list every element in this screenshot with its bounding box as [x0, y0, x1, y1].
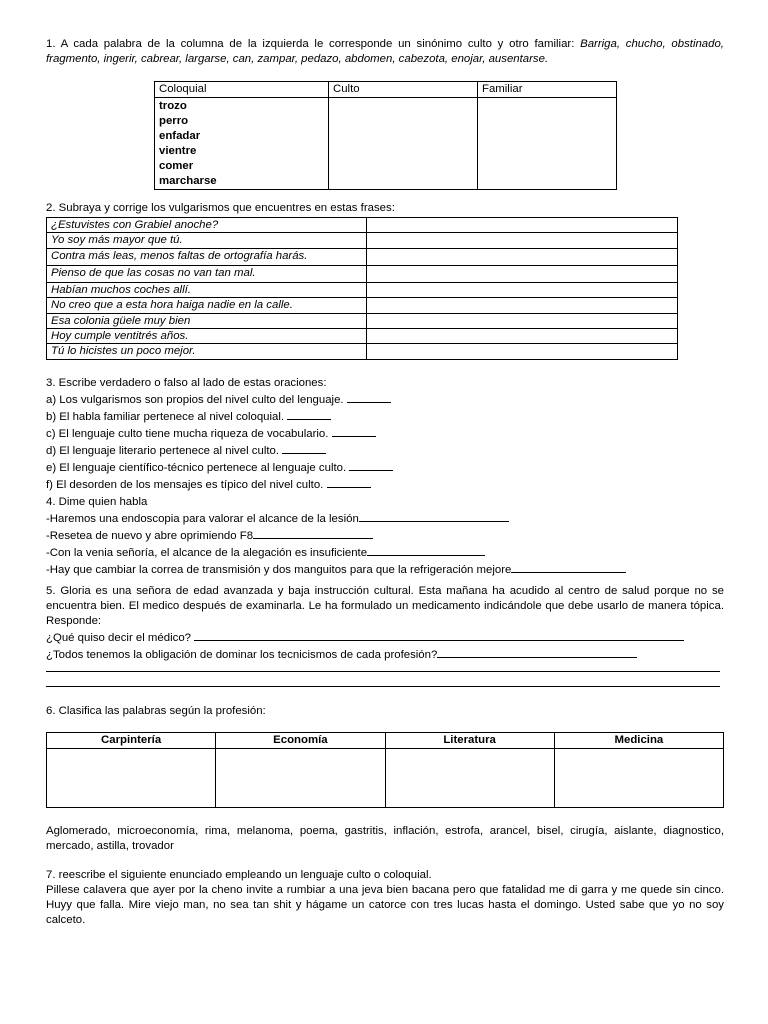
section-2-title — [46, 201, 724, 216]
answer-blank[interactable] — [327, 476, 371, 488]
section-1-instructions — [46, 37, 724, 67]
speaker-item: -Haremos una endoscopia para valorar el alcance de la lesión — [46, 510, 724, 527]
section-6-word-list — [46, 824, 724, 854]
vulgarism-sentence: Tú lo hicistes un poco mejor. — [47, 344, 367, 359]
vulgarism-sentence: Hoy cumple ventitrés años. — [47, 328, 367, 343]
word-trozo: trozo — [159, 100, 187, 112]
question-2: ¿Todos tenemos la obligación de dominar los tecnicismos de cada profesión? — [46, 646, 724, 663]
carpinteria-cell[interactable] — [47, 749, 216, 808]
medicina-cell[interactable] — [554, 749, 723, 808]
section-6-heading: 6. Clasifica las palabras según la profesión: — [46, 705, 266, 717]
answer-blank[interactable] — [349, 459, 393, 471]
answer-line[interactable] — [46, 671, 720, 672]
coloquial-word-list — [155, 98, 329, 190]
familiar-answer-cell[interactable] — [478, 98, 617, 190]
culto-answer-cell[interactable] — [329, 98, 478, 190]
correction-cell[interactable] — [367, 218, 678, 233]
speaker-item: -Resetea de nuevo y abre oprimiendo F8 — [46, 527, 724, 544]
header-familiar: Familiar — [478, 82, 617, 98]
header-carpinteria: Carpintería — [47, 733, 216, 749]
vulgarism-table — [46, 217, 678, 360]
vulgarism-sentence: Pienso de que las cosas no van tan mal. — [47, 265, 367, 282]
section-7 — [46, 868, 724, 928]
economia-cell[interactable] — [216, 749, 385, 808]
word-enfadar: enfadar — [159, 130, 201, 142]
answer-blank[interactable] — [287, 408, 331, 420]
vulgarism-sentence: Habían muchos coches allí. — [47, 282, 367, 297]
section-3 — [46, 376, 724, 493]
answer-blank[interactable] — [437, 646, 637, 658]
correction-cell[interactable] — [367, 265, 678, 282]
answer-blank[interactable] — [194, 629, 684, 641]
header-medicina: Medicina — [554, 733, 723, 749]
word-marcharse: marcharse — [159, 175, 217, 187]
correction-cell[interactable] — [367, 328, 678, 343]
section-1-word-list: Barriga, chucho, obstinado, fragmento, ingerir, cabrear, largarse, can, zampar, pedazo, abdomen, cabezota, enojar, ausentarse. — [46, 38, 724, 65]
answer-blank[interactable] — [282, 442, 326, 454]
true-false-item: a) Los vulgarismos son propios del nivel culto del lenguaje. — [46, 391, 724, 408]
correction-cell[interactable] — [367, 233, 678, 248]
vulgarism-sentence: Esa colonia güele muy bien — [47, 313, 367, 328]
speaker-item: -Con la venia señoría, el alcance de la alegación es insuficiente — [46, 544, 724, 561]
vulgarism-sentence: Yo soy más mayor que tú. — [47, 233, 367, 248]
section-5-text: 5. Gloria es una señora de edad avanzada y baja instrucción cultural. Esta mañana ha acudido al centro de salud porque no se encuentra bien. El medico después de examinarla. Le ha formulado un medicamento indicándole que debe usarlo de manera tópica. Responde: — [46, 585, 724, 627]
answer-blank[interactable] — [347, 391, 391, 403]
correction-cell[interactable] — [367, 282, 678, 297]
answer-blank[interactable] — [253, 527, 373, 539]
section-5 — [46, 584, 724, 663]
section-2-heading: 2. Subraya y corrige los vulgarismos que encuentres en estas frases: — [46, 202, 395, 214]
word-comer: comer — [159, 160, 194, 172]
correction-cell[interactable] — [367, 298, 678, 313]
answer-blank[interactable] — [511, 561, 626, 573]
vulgarism-sentence: Contra más leas, menos faltas de ortografía harás. — [47, 248, 367, 265]
correction-cell[interactable] — [367, 313, 678, 328]
true-false-item: c) El lenguaje culto tiene mucha riqueza de vocabulario. — [46, 425, 724, 442]
header-coloquial: Coloquial — [155, 82, 329, 98]
section-3-heading: 3. Escribe verdadero o falso al lado de estas oraciones: — [46, 377, 327, 389]
section-4-heading: 4. Dime quien habla — [46, 496, 148, 508]
question-1: ¿Qué quiso decir el médico? — [46, 629, 724, 646]
word-perro: perro — [159, 115, 189, 127]
section-7-text: Pillese calavera que ayer por la cheno invite a rumbiar a una jeva bien bacana pero que fatalidad me di garra y me quede sin cinco. Huyy que falla. Mire viejo man, no sea tan shit y hágame un catorce con tres lucas hasta el domingo. Usted sabe que yo no soy calceto. — [46, 884, 724, 926]
profession-word-list: Aglomerado, microeconomía, rima, melanoma, poema, gastritis, inflación, estrofa, arancel, bisel, cirugía, aislante, diagnostico, mercado, astilla, trovador — [46, 825, 724, 852]
true-false-item: d) El lenguaje literario pertenece al nivel culto. — [46, 442, 724, 459]
answer-blank[interactable] — [367, 544, 485, 556]
true-false-item: b) El habla familiar pertenece al nivel coloquial. — [46, 408, 724, 425]
vulgarism-sentence: No creo que a esta hora haiga nadie en la calle. — [47, 298, 367, 313]
section-6-title — [46, 704, 724, 719]
true-false-item: e) El lenguaje científico-técnico pertenece al lenguaje culto. — [46, 459, 724, 476]
correction-cell[interactable] — [367, 248, 678, 265]
literatura-cell[interactable] — [385, 749, 554, 808]
word-vientre: vientre — [159, 145, 197, 157]
header-economia: Economía — [216, 733, 385, 749]
synonym-table — [154, 81, 617, 190]
answer-blank[interactable] — [332, 425, 376, 437]
section-4 — [46, 495, 724, 578]
speaker-item: -Hay que cambiar la correa de transmisión y dos manguitos para que la refrigeración mejore — [46, 561, 724, 578]
vulgarism-sentence: ¿Estuvistes con Grabiel anoche? — [47, 218, 367, 233]
section-1-prompt: 1. A cada palabra de la columna de la izquierda le corresponde un sinónimo culto y otro familiar: — [46, 38, 581, 50]
header-culto: Culto — [329, 82, 478, 98]
correction-cell[interactable] — [367, 344, 678, 359]
true-false-item: f) El desorden de los mensajes es típico del nivel culto. — [46, 476, 724, 493]
profession-table — [46, 732, 724, 808]
section-7-heading: 7. reescribe el siguiente enunciado empleando un lenguaje culto o coloquial. — [46, 869, 432, 881]
answer-blank[interactable] — [359, 510, 509, 522]
answer-line[interactable] — [46, 686, 720, 687]
header-literatura: Literatura — [385, 733, 554, 749]
